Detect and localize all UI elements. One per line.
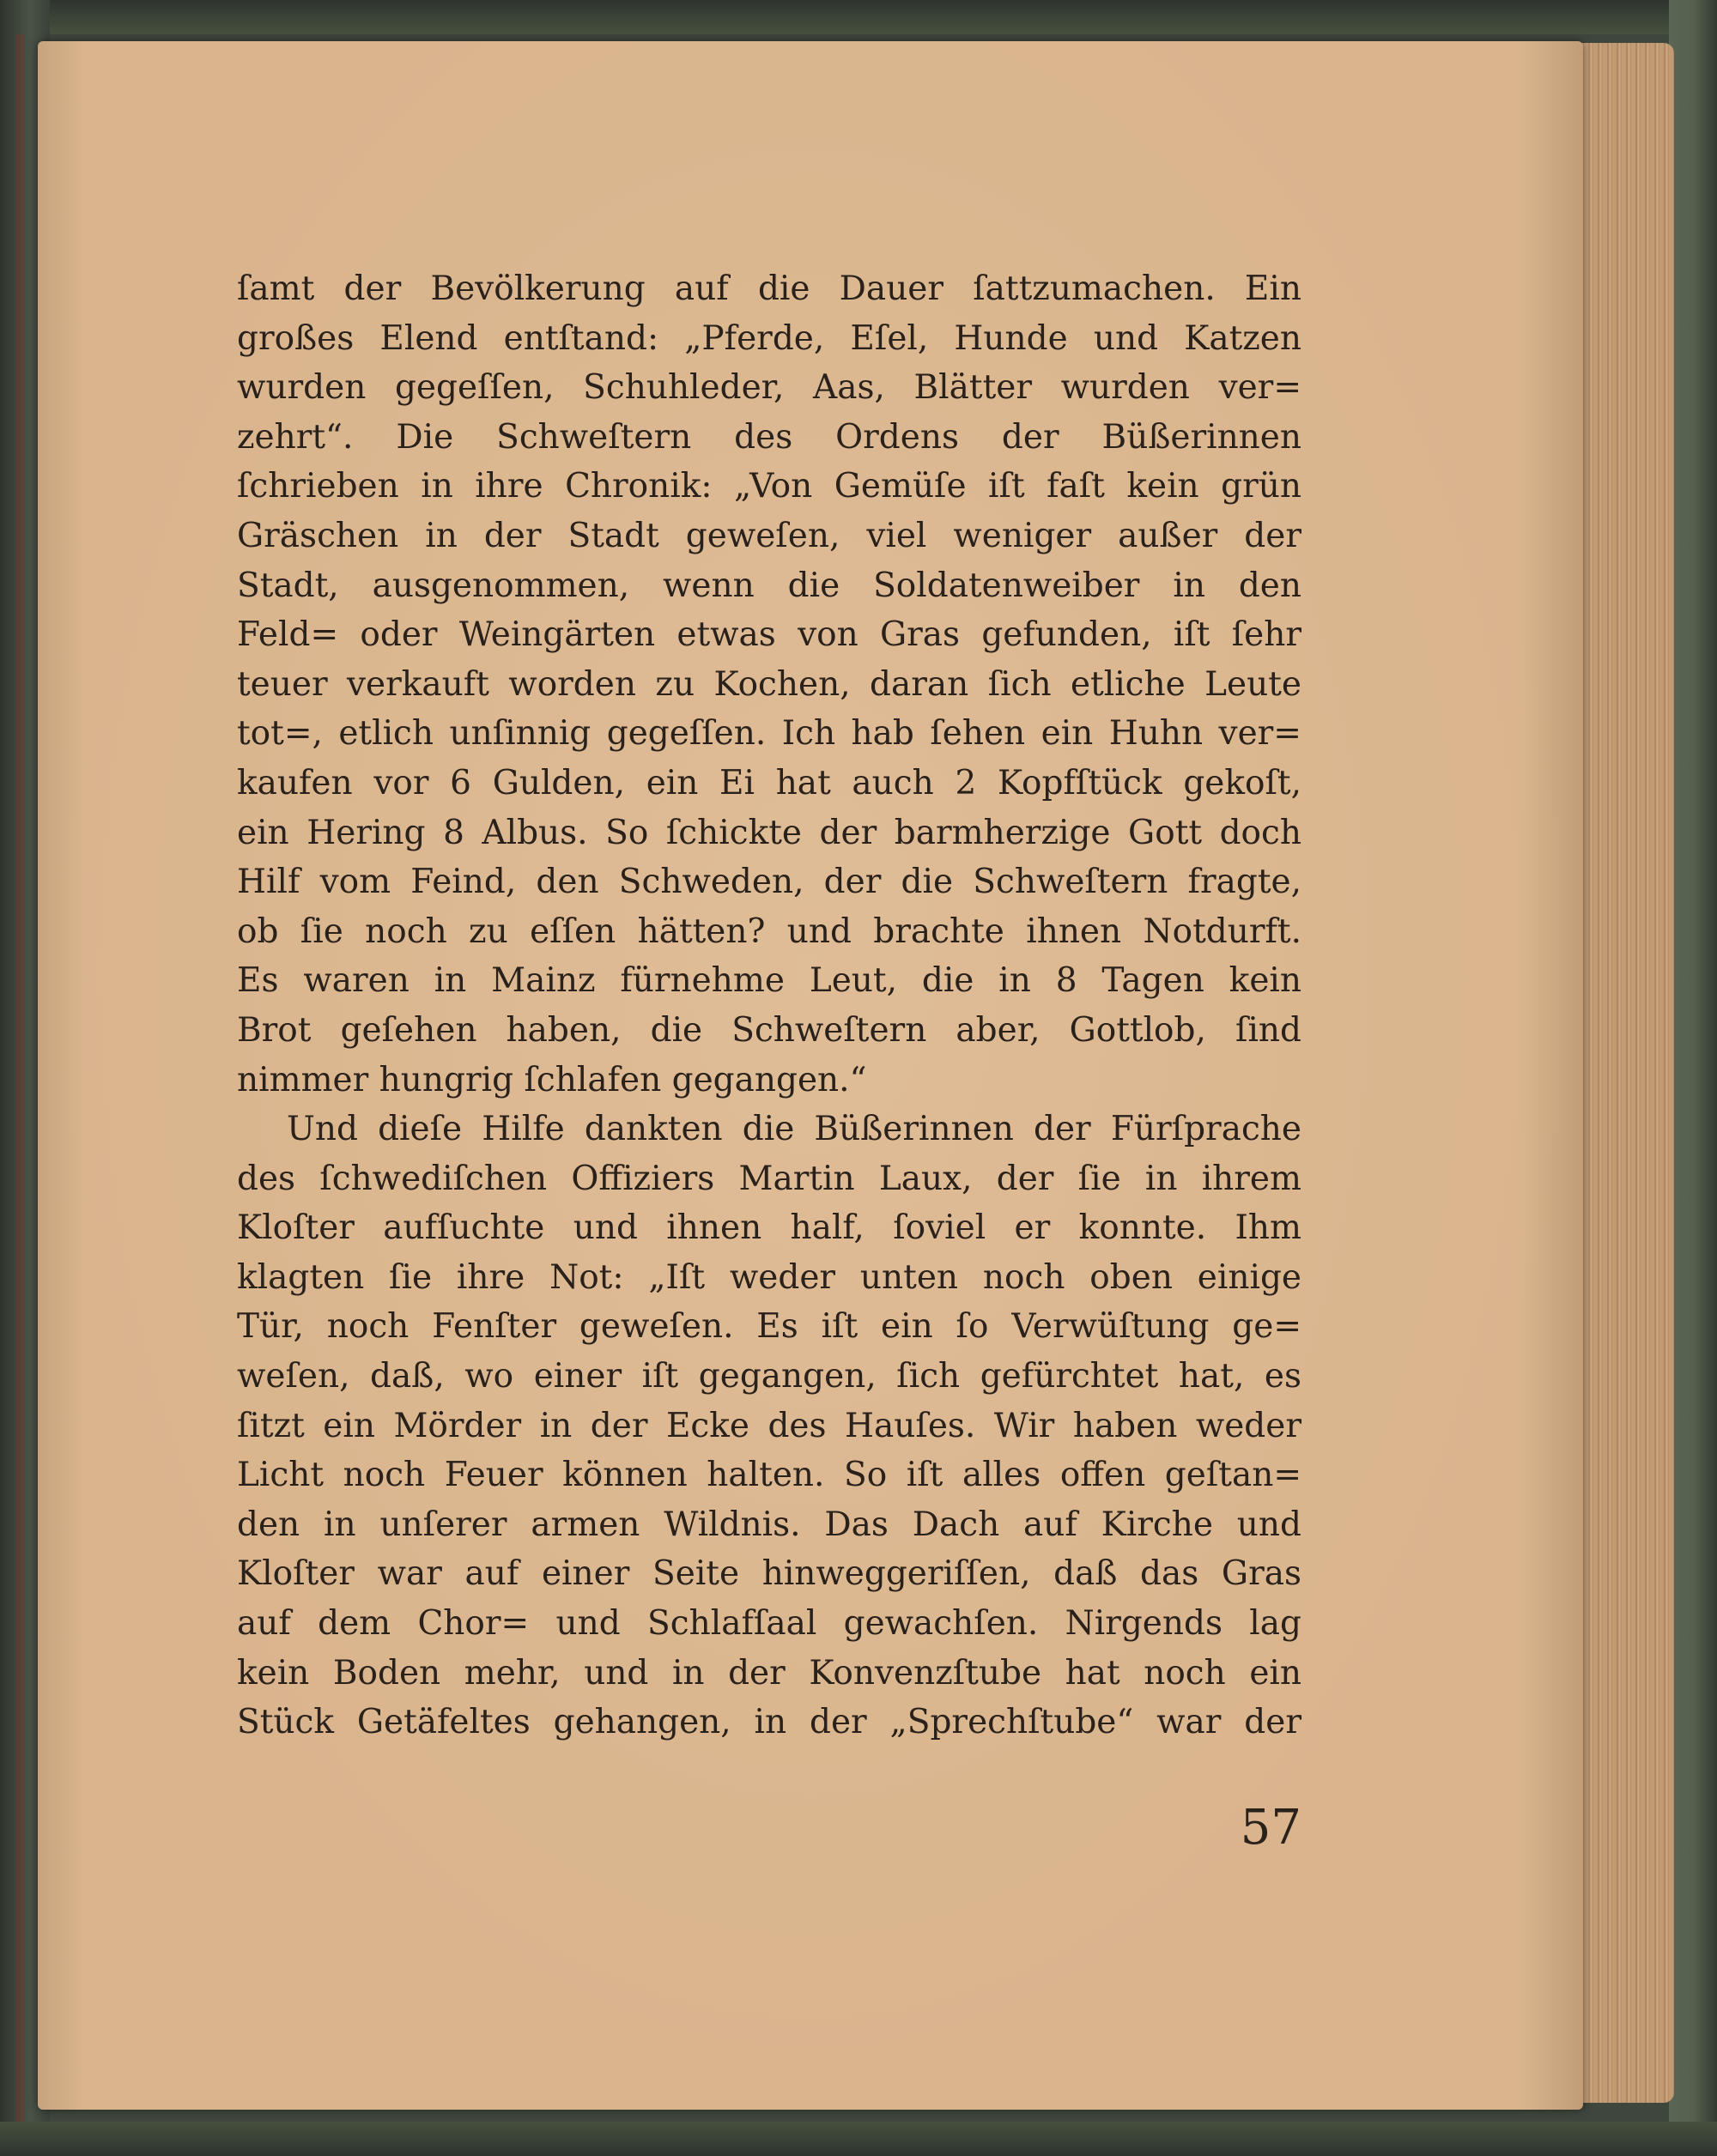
text-line: Feld= oder Weingärten etwas von Gras gefunden, iſt ſehr [237,615,1301,655]
text-line: Stadt, ausgenommen, wenn die Soldatenweiber in den [237,566,1301,605]
text-line: teuer verkauft worden zu Kochen, daran ſich etliche Leute [237,664,1301,704]
text-line: Es waren in Mainz fürnehme Leut, die in 8 Tagen kein [237,961,1301,1001]
text-line: Kloſter aufſuchte und ihnen half, ſoviel er konnte. Ihm [237,1208,1301,1248]
text-line: Und dieſe Hilfe dankten die Büßerinnen der Fürſprache [287,1110,1301,1149]
text-line: tot=, etlich unſinnig gegeſſen. Ich hab ſehen ein Huhn ver= [237,714,1301,754]
text-line: ein Hering 8 Albus. So ſchickte der barmherzige Gott doch [237,813,1301,852]
text-line: ſchrieben in ihre Chronik: „Von Gemüſe iſt faſt kein grün [237,467,1301,506]
text-line: nimmer hungrig ſchlafen gegangen.“ [237,1060,867,1099]
book-cover-right [1669,0,1717,2156]
cover-edge-stain [15,34,24,2129]
book-page [38,41,1583,2110]
text-line: weſen, daß, wo einer iſt gegangen, ſich gefürchtet hat, es [237,1357,1301,1396]
text-line: Tür, noch Fenſter geweſen. Es iſt ein ſo Verwüſtung ge= [237,1307,1301,1347]
text-line: Gräschen in der Stadt geweſen, viel weniger außer der [237,516,1301,555]
text-line: Stück Getäfeltes gehangen, in der „Sprechſtube“ war der [237,1703,1301,1742]
text-line: Licht noch Feuer können halten. So iſt alles offen geſtan= [237,1456,1301,1495]
text-line: großes Elend entſtand: „Pferde, Eſel, Hunde und Katzen [237,318,1301,358]
text-line: den in unſerer armen Wildnis. Das Dach auf Kirche und [237,1505,1301,1544]
text-line: kaufen vor 6 Gulden, ein Ei hat auch 2 Kopfſtück gekoſt, [237,763,1301,802]
text-line: Kloſter war auf einer Seite hinweggeriſſen, daß das Gras [237,1554,1301,1594]
book-cover-bottom [0,2122,1717,2156]
text-line: Hilf vom Feind, den Schweden, der die Schweſtern fragte, [237,863,1301,902]
text-line: ſamt der Bevölkerung auf die Dauer ſattzumachen. Ein [237,270,1301,308]
text-line: kein Boden mehr, und in der Konvenzſtube hat noch ein [237,1653,1301,1693]
body-text [237,264,1301,1747]
text-line: ſitzt ein Mörder in der Ecke des Hauſes. Wir haben weder [237,1406,1301,1445]
text-line: Brot geſehen haben, die Schweſtern aber, Gottlob, ſind [237,1010,1301,1050]
book-cover-top [0,0,1717,34]
text-line: des ſchwediſchen Offiziers Martin Laux, der ſie in ihrem [237,1159,1301,1198]
page-number: 57 [1240,1800,1301,1856]
text-line: klagten ſie ihre Not: „Iſt weder unten noch oben einige [237,1257,1301,1297]
text-line: ob ſie noch zu eſſen hätten? und brachte ihnen Notdurft. [237,911,1301,951]
text-line: zehrt“. Die Schweſtern des Ordens der Büßerinnen [237,417,1301,457]
text-line: wurden gegeſſen, Schuhleder, Aas, Blätter wurden ver= [237,368,1301,408]
text-line: auf dem Chor= und Schlafſaal gewachſen. Nirgends lag [237,1604,1301,1644]
